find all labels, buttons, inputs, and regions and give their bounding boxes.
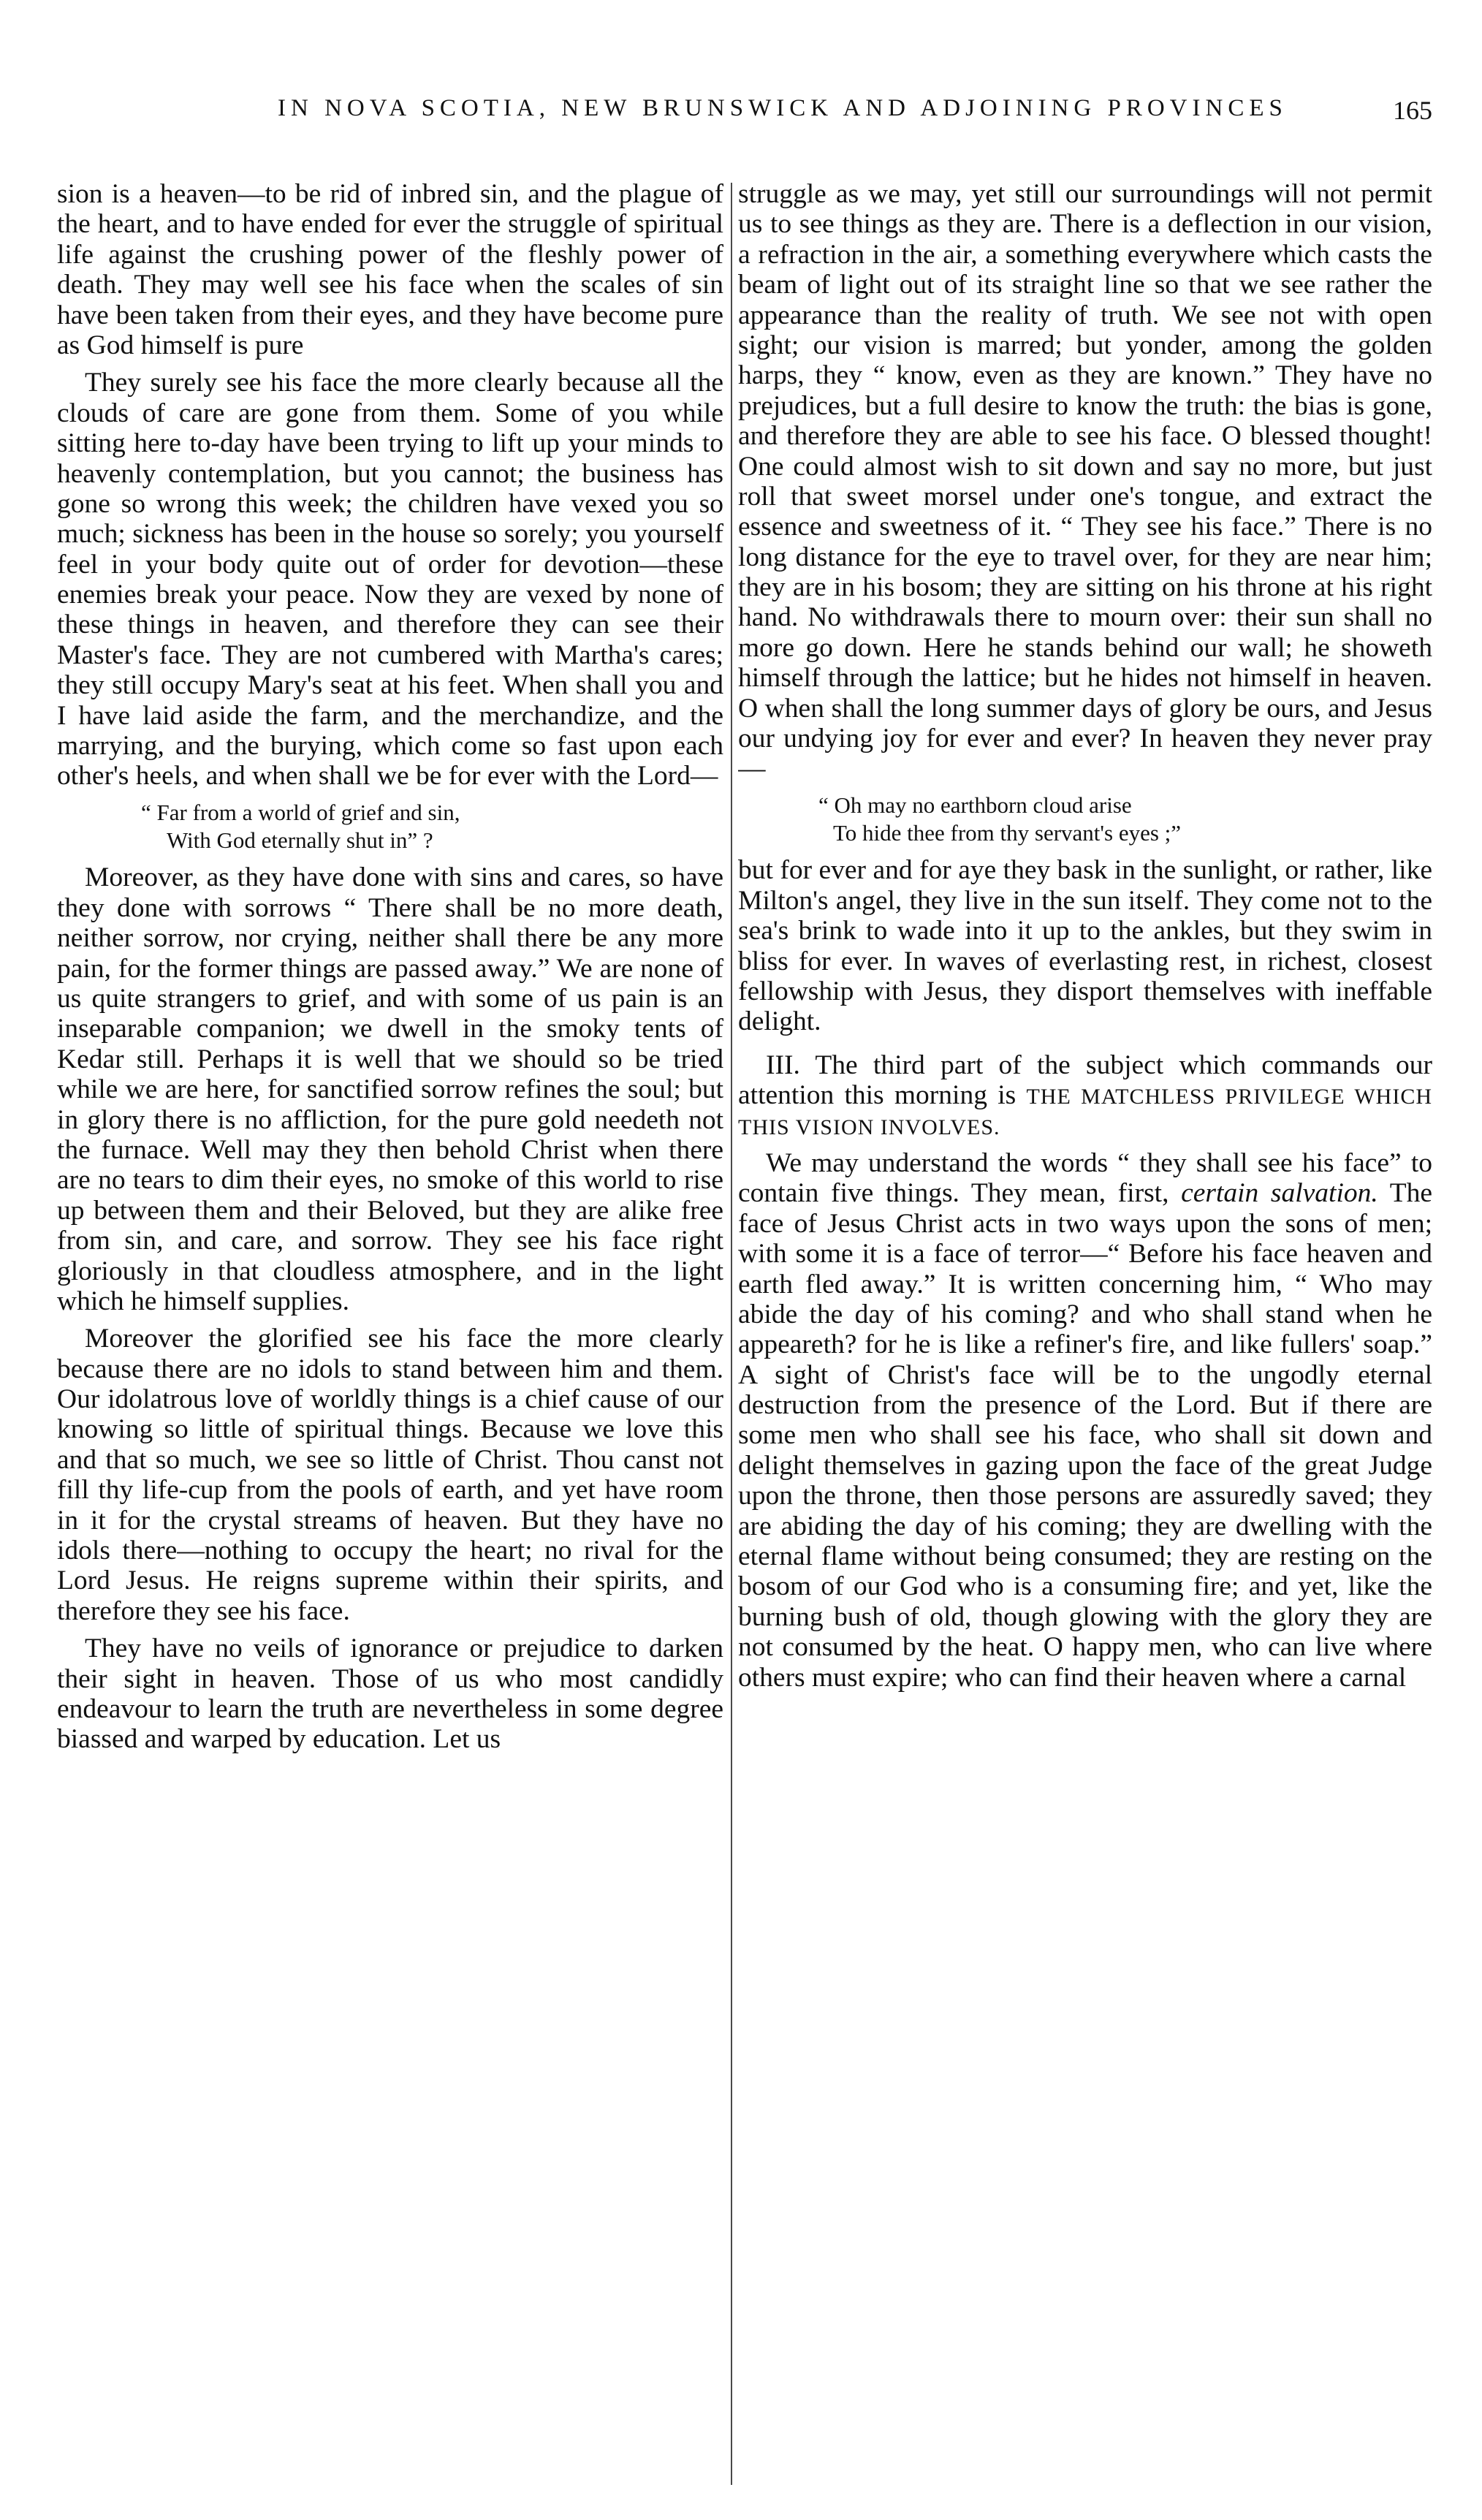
running-head: IN NOVA SCOTIA, NEW BRUNSWICK AND ADJOINING PROVINCES xyxy=(278,95,1288,121)
left-verse-line-1: “ Far from a world of grief and sin, xyxy=(141,799,460,825)
left-verse-quote xyxy=(57,799,723,854)
page-header xyxy=(51,95,1432,146)
left-paragraph-1: sion is a heaven—to be rid of inbred sin, and the plague of the heart, and to have ended for ever the struggle of spiritual life against the crushing power of the fleshly power of death. They may well see his face when the scales of sin have been taken from their eyes, and they have become pure as God himself is pure xyxy=(57,179,723,360)
right-verse-line-2: To hide thee from thy servant's eyes ;” xyxy=(833,819,1182,846)
right-paragraph-1: struggle as we may, yet still our surroundings will not permit us to see things as they are. There is a deflection in our vision, a refraction in the air, a something everywhere which casts the beam of light out of its straight line so that we see rather the appearance than the reality of truth. We see not with open sight; our vision is marred; but yonder, among the golden harps, they “ know, even as they are known.” They have no prejudices, but a full desire to know the truth: the bias is gone, and therefore they are able to see his face. O blessed thought! One could almost wish to sit down and say no more, but just roll that sweet morsel under one's tongue, and extract the essence and sweetness of it. “ They see his face.” There is no long distance for the eye to travel over, for they are near him; they are in his bosom; they are sitting on his throne at his right hand. No withdrawals there to mourn over: their sun shall no more go down. Here he stands behind our wall; he showeth himself through the lattice; but he hides not himself in heaven. O when shall the long summer days of glory be ours, and Jesus our undying joy for ever and ever? In heaven they never pray— xyxy=(738,179,1432,784)
column-rule xyxy=(731,183,732,2485)
right-paragraph-4 xyxy=(738,1148,1432,1693)
right-paragraph-4-rest: The face of Jesus Christ acts in two ways upon the sons of men; with some it is a face of terror—“ Before his face heaven and earth fled away.” It is written concerning him, “ Who may abide the day of his coming? and who shall stand when he appeareth? for he is like a refiner's fire, and like fullers' soap.” A sight of Christ's face will be to the ungodly eternal destruction from the presence of the Lord. But if there are some men who shall see his face, who shall sit down and delight themselves in gazing upon the face of the great Judge upon the throne, then those persons are assuredly saved; they are abiding the day of his coming; they are dwelling with the eternal flame without being consumed; they are resting on the bosom of our God who is a consuming fire; and yet, like the burning bush of old, though glowing with the glory they are not consumed by the heat. O happy men, who can live where others must expire; who can find their heaven where a carnal xyxy=(738,1178,1432,1693)
left-column xyxy=(57,179,723,2481)
left-paragraph-3: Moreover, as they have done with sins and cares, so have they done with sorrows “ There shall be no more death, neither sorrow, nor crying, neither shall there be any more pain, for the former things are passed away.” We are none of us quite strangers to grief, and with some of us pain is an inseparable companion; we dwell in the smoky tents of Kedar still. Perhaps it is well that we should so be tried while we are here, for sanctified sorrow refines the soul; but in glory there is no affliction, for the pure gold needeth not the furnace. Well may they then behold Christ when there are no tears to dim their eyes, no smoke of this world to rise up between them and their Beloved, but they are alike free from sin, and care, and sorrow. They see his face right gloriously in that cloudless atmosphere, and in the light which he himself supplies. xyxy=(57,862,723,1316)
section-heading-caps: THE MATCHLESS PRIVILEGE WHICH THIS VISION INVOLVES. xyxy=(738,1085,1432,1139)
right-verse-line-1: “ Oh may no earthborn cloud arise xyxy=(818,792,1132,818)
left-paragraph-5: They have no veils of ignorance or prejudice to darken their sight in heaven. Those of us who most candidly endeavour to learn the truth are nevertheless in some degree biassed and warped by education. Let us xyxy=(57,1633,723,1755)
right-paragraph-4-start: We may understand the words “ they shall see his face” to contain five things. They mean, first, xyxy=(738,1147,1432,1209)
section-heading-paragraph xyxy=(738,1050,1432,1141)
section-lead-text: III. The third part of the subject which commands our attention this morning is xyxy=(738,1050,1432,1111)
left-verse-line-2: With God eternally shut in” ? xyxy=(167,827,433,853)
right-column xyxy=(738,179,1432,2481)
right-paragraph-2: but for ever and for aye they bask in the sunlight, or rather, like Milton's angel, they live in the sun itself. They come not to the sea's brink to wade into it up to the ankles, but they swim in bliss for ever. In waves of everlasting rest, in richest, closest fellowship with Jesus, they disport themselves with ineffable delight. xyxy=(738,855,1432,1037)
left-paragraph-4: Moreover the glorified see his face the more clearly because there are no idols to stand between him and them. Our idolatrous love of worldly things is a chief cause of our knowing so little of spiritual things. Because we love this and that so much, we see so little of Christ. Thou canst not fill thy life-cup from the pools of earth, and yet have room in it for the crystal streams of heaven. But they have no idols there—nothing to occupy the heart; no rival for the Lord Jesus. He reigns supreme within their spirits, and therefore they see his face. xyxy=(57,1324,723,1626)
italic-phrase: certain salvation. xyxy=(1181,1178,1378,1209)
page-number: 165 xyxy=(1393,96,1432,125)
left-paragraph-2: They surely see his face the more clearly because all the clouds of care are gone from them. Some of you while sitting here to-day have been trying to lift up your minds to heavenly contemplation, but you cannot; the business has gone so wrong this week; the children have vexed you so much; sickness has been in the house so sorely; you yourself feel in your body quite out of order for devotion—these enemies break your peace. Now they are vexed by none of these things in heaven, and therefore they can see their Master's face. They are not cumbered with Martha's cares; they still occupy Mary's seat at his feet. When shall you and I have laid aside the farm, and the merchandize, and the marrying, and the burying, which come so fast upon each other's heels, and when shall we be for ever with the Lord— xyxy=(57,368,723,792)
right-verse-quote xyxy=(738,792,1432,847)
